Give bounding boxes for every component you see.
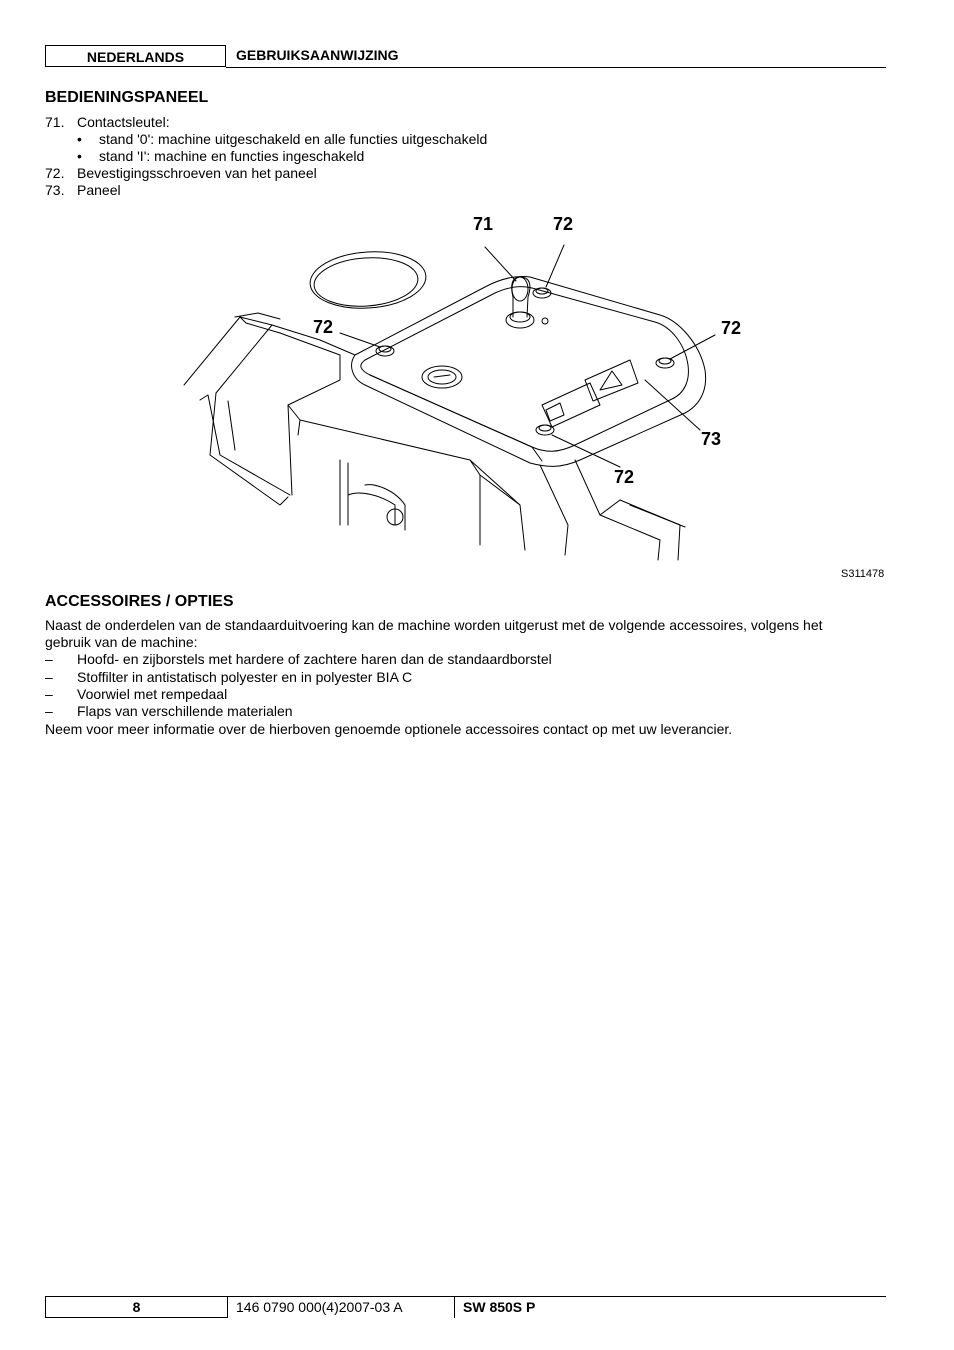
bullet: • (77, 131, 82, 147)
list-item (45, 114, 170, 130)
dash: – (45, 686, 53, 702)
control-panel-illustration (180, 205, 760, 565)
intro-paragraph-line: Naast de onderdelen van de standaarduitvoering kan de machine worden uitgerust met de volgende accessoires, volgens het (45, 617, 823, 633)
dash: – (45, 703, 53, 719)
callout-72-top: 72 (553, 214, 574, 234)
footer-separator (454, 1296, 455, 1318)
dash: – (45, 651, 53, 667)
intro-paragraph-line: gebruik van de machine: (45, 634, 198, 650)
list-item (45, 669, 412, 685)
section-heading-control-panel: BEDIENINGSPANEEL (45, 89, 209, 106)
figure-code: S311478 (841, 568, 885, 580)
callout-73: 73 (701, 429, 722, 449)
sub-list-item (77, 131, 487, 147)
list-item (45, 651, 552, 667)
callout-72-left: 72 (313, 317, 334, 337)
callout-71: 71 (473, 214, 494, 234)
section-heading-accessories: ACCESSOIRES / OPTIES (45, 593, 234, 610)
sub-list-item (77, 148, 364, 164)
list-item (45, 165, 317, 181)
page-number: 8 (45, 1296, 228, 1318)
item-number: 71. (45, 114, 65, 130)
item-text: Contactsleutel: (77, 114, 170, 130)
header-title: GEBRUIKSAANWIJZING (236, 47, 399, 63)
header-language: NEDERLANDS (45, 45, 226, 67)
callout-72-right: 72 (721, 318, 742, 338)
bullet: • (77, 148, 82, 164)
list-item (45, 182, 121, 198)
item-number: 73. (45, 182, 65, 198)
dash: – (45, 669, 53, 685)
doc-number: 146 0790 000(4)2007-03 A (236, 1299, 403, 1315)
list-item-text: Stoffilter in antistatisch polyester en in polyester BIA C (77, 669, 413, 685)
outro-paragraph: Neem voor meer informatie over de hierboven genoemde optionele accessoires contact op met uw leverancier. (45, 721, 733, 737)
item-text: Bevestigingsschroeven van het paneel (77, 165, 317, 181)
item-number: 72. (45, 165, 65, 181)
list-item-text: Voorwiel met rempedaal (77, 686, 228, 702)
list-item-text: Flaps van verschillende materialen (77, 703, 293, 719)
list-item (45, 703, 293, 719)
sub-item-text: stand 'I': machine en functies ingeschakeld (99, 148, 365, 164)
sub-item-text: stand '0': machine uitgeschakeld en alle functies uitgeschakeld (99, 131, 488, 147)
header-rule (226, 67, 886, 68)
list-item (45, 686, 227, 702)
model-name: SW 850S P (463, 1299, 536, 1315)
callout-72-bottom: 72 (614, 467, 635, 487)
item-text: Paneel (77, 182, 121, 198)
list-item-text: Hoofd- en zijborstels met hardere of zachtere haren dan de standaardborstel (77, 651, 552, 667)
